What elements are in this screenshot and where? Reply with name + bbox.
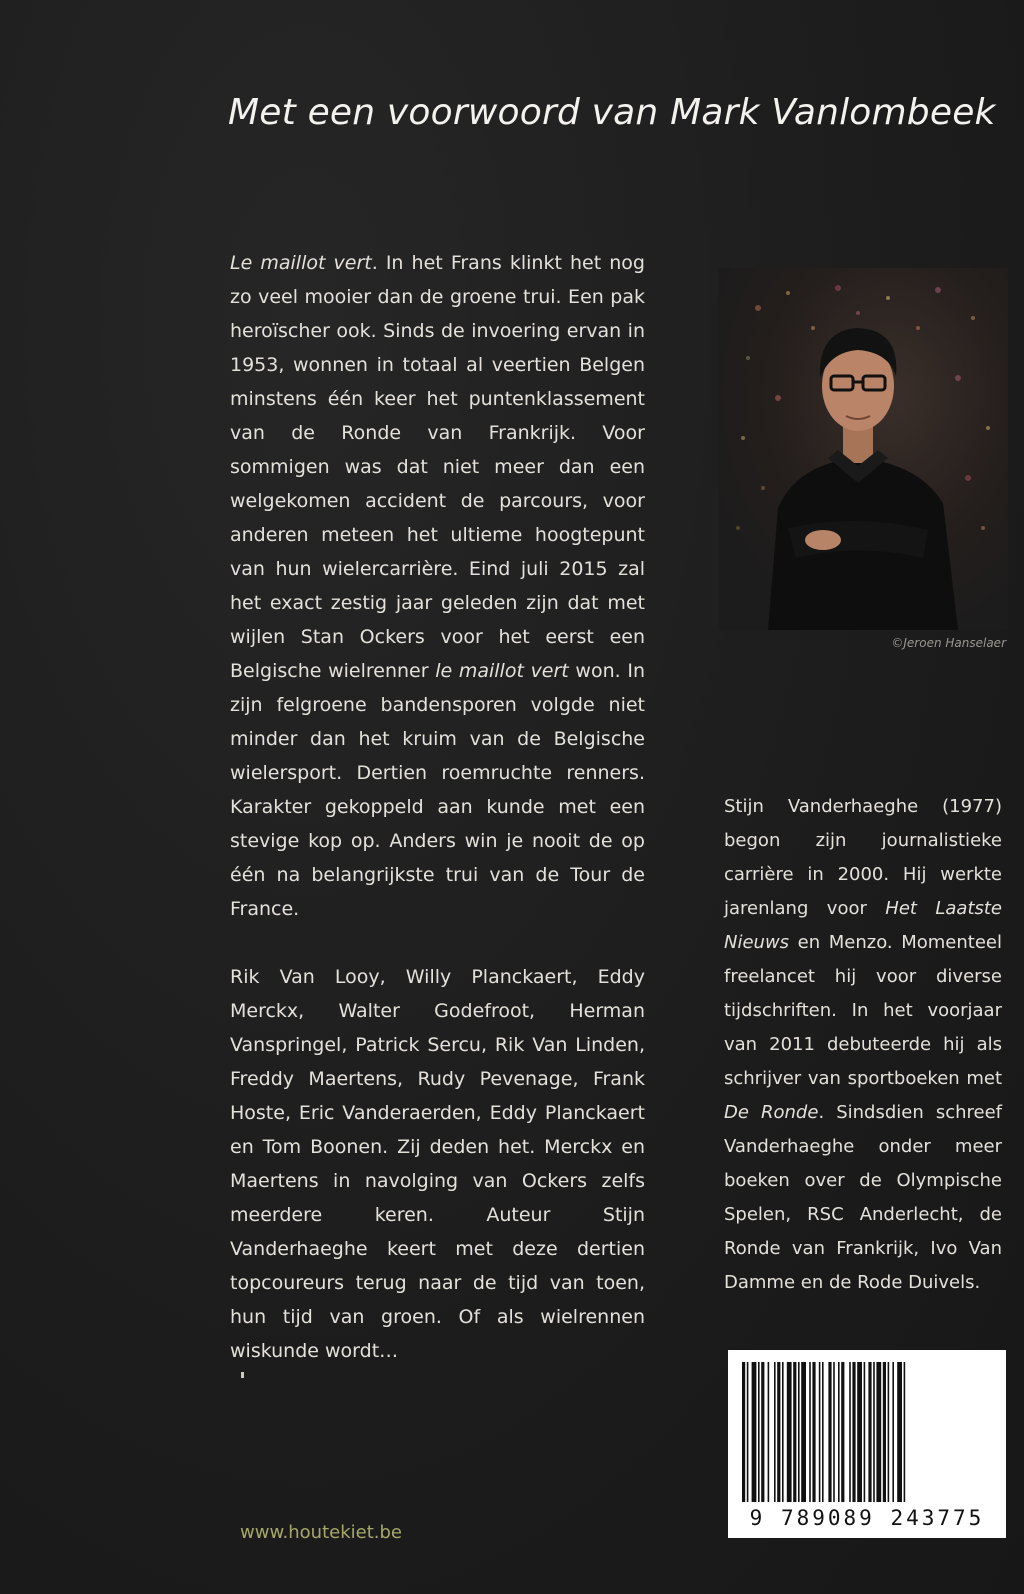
barcode-bar <box>798 1362 800 1502</box>
barcode-bar <box>883 1362 886 1502</box>
headline: Met een voorwoord van Mark Vanlombeek <box>228 92 996 133</box>
barcode-bar <box>777 1362 780 1502</box>
barcode-bar <box>801 1362 806 1502</box>
bio-text: Stijn Vanderhaeghe (1977) begon zijn journalistieke carrière in 2000. Hij werkte jarenlang voor <box>724 796 1002 919</box>
isbn-barcode <box>728 1350 1006 1538</box>
barcode-bar <box>774 1362 776 1502</box>
italic-title: Het Laatste Nieuws <box>724 898 1003 953</box>
barcode-bar <box>852 1362 855 1502</box>
barcode-bar <box>857 1362 862 1502</box>
barcode-bar <box>897 1362 902 1502</box>
bio-text: en Menzo. Momenteel freelancet hij voor diverse tijdschriften. In het voorjaar van 2011 debuteerde hij als schrijver van sportboeken met <box>724 932 1002 1089</box>
barcode-bars <box>740 1362 994 1502</box>
barcode-bar <box>849 1362 851 1502</box>
author-photo <box>718 268 1008 630</box>
barcode-bar <box>892 1362 894 1502</box>
isbn-number: 9 789089 243775 <box>749 1506 985 1530</box>
barcode-bar <box>838 1362 840 1502</box>
barcode-bar <box>761 1362 764 1502</box>
barcode-bar <box>876 1362 881 1502</box>
blurb-paragraph-1 <box>230 246 645 926</box>
barcode-bar <box>768 1362 770 1502</box>
italic-phrase: Le maillot vert <box>230 252 372 274</box>
barcode-bar <box>819 1362 821 1502</box>
bio-text: . Sindsdien schreef Vanderhaeghe onder meer boeken over de Olympische Spelen, RSC Anderlecht, de Ronde van Frankrijk, Ivo Van Damme en de Rode Duivels. <box>724 1102 1003 1293</box>
stray-mark <box>241 1372 244 1378</box>
barcode-bar <box>873 1362 875 1502</box>
barcode-bar <box>864 1362 866 1502</box>
barcode-bar <box>822 1362 824 1502</box>
barcode-bar <box>752 1362 757 1502</box>
barcode-bar <box>782 1362 784 1502</box>
blurb-text: . In het Frans klinkt het nog zo veel mooier dan de groene trui. Een pak heroïscher ook. Sinds de invoering ervan in 1953, wonnen in totaal al veertien Belgen minstens één keer het puntenklassement van de Ronde van Frankrijk. Voor sommigen was dat niet meer dan een welgekomen accident de parcours, voor anderen meteen het ultieme hoogtepunt van hun wielercarrière. Eind juli 2015 zal het exact zestig jaar geleden zijn dat met wijlen Stan Ockers voor het eerst een Belgische wielrenner <box>230 252 645 682</box>
barcode-bar <box>868 1362 871 1502</box>
italic-title: De Ronde <box>724 1102 819 1123</box>
barcode-bar <box>828 1362 831 1502</box>
barcode-bar <box>904 1362 906 1502</box>
barcode-bar <box>758 1362 760 1502</box>
publisher-website: www.houtekiet.be <box>240 1522 402 1543</box>
barcode-bar <box>841 1362 844 1502</box>
barcode-bar <box>747 1362 749 1502</box>
photo-credit: ©Jeroen Hanselaer <box>891 636 1006 650</box>
author-portrait-image <box>718 268 1008 630</box>
barcode-bar <box>888 1362 890 1502</box>
barcode-bar <box>812 1362 815 1502</box>
italic-phrase: le maillot vert <box>435 660 569 682</box>
blurb-text: won. In zijn felgroene bandensporen volgde niet minder dan het kruim van de Belgische wielersport. Dertien roemruchte renners. Karakter gekoppeld aan kunde met een stevige kop op. Anders win je nooit de op één na belangrijkste trui van de Tour de France. <box>230 660 645 920</box>
barcode-bar <box>809 1362 811 1502</box>
barcode-bar <box>793 1362 796 1502</box>
blurb-paragraph-2: Rik Van Looy, Willy Planckaert, Eddy Merckx, Walter Godefroot, Herman Vanspringel, Patrick Sercu, Rik Van Linden, Freddy Maertens, Rudy Pevenage, Frank Hoste, Eric Vanderaerden, Eddy Planckaert en Tom Boonen. Zij deden het. Merckx en Maertens in navolging van Ockers zelfs meerdere keren. Auteur Stijn Vanderhaeghe keert met deze dertien topcoureurs terug naar de tijd van toen, hun tijd van groen. Of als wielrennen wiskunde wordt… <box>230 966 645 1362</box>
barcode-bar <box>742 1362 745 1502</box>
barcode-bar <box>833 1362 835 1502</box>
barcode-bar <box>787 1362 792 1502</box>
author-bio <box>724 790 1002 1300</box>
main-blurb <box>230 246 645 1402</box>
